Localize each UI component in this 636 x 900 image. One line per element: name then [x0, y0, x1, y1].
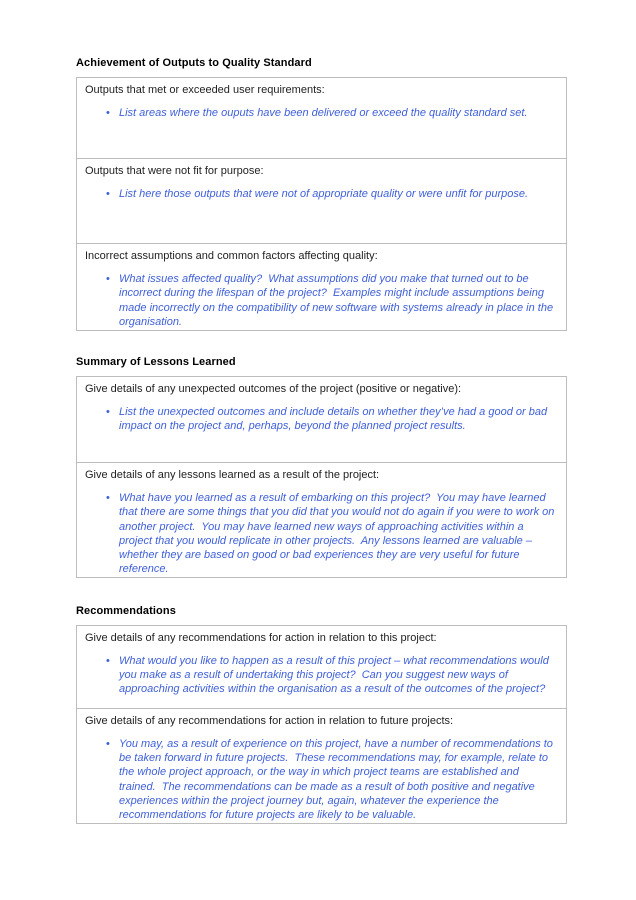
- recommendations-table: [76, 625, 567, 824]
- section-heading-lessons-learned: Summary of Lessons Learned: [76, 356, 236, 368]
- guidance-bullet: [106, 737, 558, 823]
- bullet-marker-icon: •: [106, 654, 110, 667]
- guidance-text: What would you like to happen as a result of this project – what recommendations would you make as a result of undertaking this project? Can you suggest new ways of approaching activities within the organisation as a result of the outcomes of the project?: [119, 654, 552, 696]
- bullet-marker-icon: •: [106, 406, 110, 418]
- bullet-marker-icon: •: [106, 492, 110, 504]
- guidance-text: You may, as a result of experience on this project, have a number of recommendations to be taken forward in future projects. These recommendations may, for example, relate to the whole project approach, or the way in which project teams are established and trained. The recommendations can be made as a result of both positive and negative experiences within the project journey but, again, whatever the experience the recommendations for future projects are likely to be valuable.: [119, 737, 556, 822]
- guidance-text: List the unexpected outcomes and include details on whether they’ve had a good or bad impact on the project and, perhaps, beyond the planned project results.: [119, 406, 551, 433]
- table-row-outputs-not-fit: [77, 158, 566, 243]
- bullet-marker-icon: •: [106, 107, 110, 119]
- row-label: Give details of any recommendations for action in relation to this project:: [85, 631, 437, 644]
- row-label: Outputs that met or exceeded user requirements:: [85, 84, 325, 96]
- guidance-bullet: [106, 654, 558, 697]
- row-label: Give details of any lessons learned as a result of the project:: [85, 469, 380, 481]
- row-label: Give details of any unexpected outcomes of the project (positive or negative):: [85, 383, 462, 395]
- table-row-lessons-learned: [77, 462, 566, 577]
- guidance-text: List here those outputs that were not of appropriate quality or were unfit for purpose.: [119, 188, 529, 200]
- bullet-marker-icon: •: [106, 737, 110, 750]
- row-label: Give details of any recommendations for action in relation to future projects:: [85, 714, 454, 727]
- table-row-recommendations-this-project: [77, 626, 566, 708]
- guidance-bullet: [106, 272, 558, 329]
- section-lessons-learned: [76, 356, 567, 578]
- table-row-incorrect-assumptions: [77, 243, 566, 330]
- guidance-bullet: [106, 106, 558, 120]
- section-heading-achievement-quality: Achievement of Outputs to Quality Standard: [76, 57, 312, 69]
- guidance-bullet: [106, 405, 558, 434]
- guidance-text: What issues affected quality? What assumptions did you make that turned out to be incorrect during the lifespan of the project? Examples might include assumptions being made incorrectly on the compatibility of new software with systems already in place in the organisation.: [119, 273, 557, 328]
- table-row-outputs-met-requirements: [77, 78, 566, 158]
- guidance-bullet: [106, 491, 558, 577]
- section-recommendations: [76, 605, 567, 824]
- achievement-quality-table: [76, 77, 567, 331]
- guidance-text: List areas where the ouputs have been delivered or exceed the quality standard set.: [119, 107, 528, 119]
- bullet-marker-icon: •: [106, 188, 110, 200]
- table-row-recommendations-future-projects: [77, 708, 566, 823]
- section-heading-recommendations: Recommendations: [76, 604, 176, 617]
- bullet-marker-icon: •: [106, 273, 110, 285]
- lessons-learned-table: [76, 376, 567, 578]
- section-achievement-quality: [76, 57, 567, 331]
- table-row-unexpected-outcomes: [77, 377, 566, 462]
- row-label: Incorrect assumptions and common factors affecting quality:: [85, 250, 378, 262]
- guidance-text: What have you learned as a result of embarking on this project? You may have learned that there are some things that you did that you would not do again if you were to work on another project. You may have learned new ways of approaching activities within a project that you would replicate in other projects. Any lessons learned are valuable – whether they are based on good or bad experiences they are very useful for future reference.: [119, 492, 558, 576]
- row-label: Outputs that were not fit for purpose:: [85, 165, 264, 177]
- guidance-bullet: [106, 187, 558, 201]
